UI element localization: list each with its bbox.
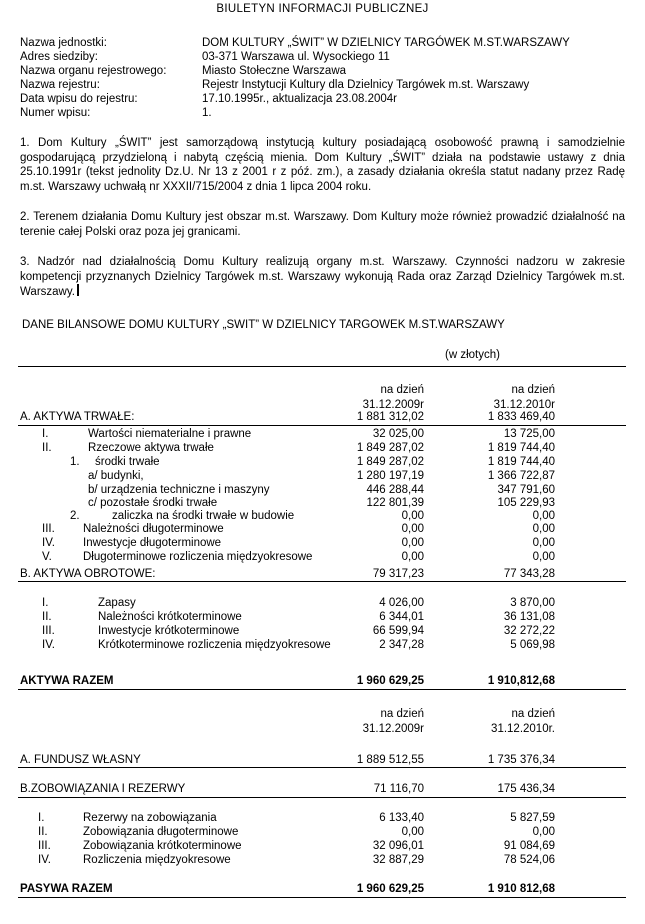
col-header-line: na dzień — [511, 384, 555, 396]
col-header-line: na dzień — [380, 384, 424, 396]
table-row — [0, 625, 645, 639]
value-2009: 1 849 287,02 — [356, 442, 424, 454]
value-2009: 122 801,39 — [366, 497, 424, 509]
meta-value: 17.10.1995r., aktualizacja 23.08.2004r — [202, 93, 398, 105]
value-2009: 1 849 287,02 — [356, 456, 424, 468]
value-2009: 2 347,28 — [379, 639, 424, 651]
row-number: III. — [38, 840, 51, 852]
row-label: Rzeczowe aktywa trwałe — [88, 442, 214, 454]
row-label: A. FUNDUSZ WŁASNY — [20, 754, 141, 766]
row-number: 2. — [70, 510, 80, 522]
meta-row — [20, 37, 640, 51]
row-label: A. AKTYWA TRWAŁE: — [20, 411, 135, 423]
value-2010: 0,00 — [532, 523, 555, 535]
row-label: Należności długoterminowe — [83, 523, 224, 535]
table-row — [0, 442, 645, 456]
table-row — [0, 783, 645, 797]
value-2010: 347 791,60 — [497, 484, 555, 496]
row-label: Krótkoterminowe rozliczenia międzyokresowe — [98, 639, 331, 651]
table-row — [0, 510, 645, 524]
value-2010: 78 524,06 — [503, 854, 555, 866]
table-row — [0, 597, 645, 611]
value-2009: 32 887,29 — [372, 854, 424, 866]
document-title: BIULETYN INFORMACJI PUBLICZNEJ — [216, 3, 429, 15]
table-row-total — [0, 675, 645, 689]
meta-label: Nazwa rejestru: — [20, 79, 100, 91]
table-row-total — [0, 883, 645, 897]
value-2009: 71 116,70 — [373, 783, 424, 795]
table-row — [0, 611, 645, 625]
value-2009: 0,00 — [401, 826, 424, 838]
value-2009: 6 344,01 — [379, 611, 424, 623]
row-number: I. — [38, 812, 45, 824]
value-2009: 1 881 312,02 — [356, 411, 424, 423]
meta-row — [20, 51, 640, 65]
row-label: Inwestycje długoterminowe — [83, 537, 222, 549]
table-row — [0, 551, 645, 565]
value-2010: 175 436,34 — [497, 783, 555, 795]
col-header-2010 — [491, 707, 555, 737]
value-2010: 0,00 — [532, 510, 555, 522]
value-2009: 0,00 — [401, 523, 424, 535]
row-label: PASYWA RAZEM — [20, 883, 113, 895]
row-label: Długoterminowe rozliczenia międzyokresowe — [83, 551, 313, 563]
paragraph-2: 2. Terenem działania Domu Kultury jest obszar m.st. Warszawy. Dom Kultury może również prowadzić działalność na terenie całej Polski oraz poza jej granicami. — [20, 211, 625, 238]
table-row — [0, 484, 645, 498]
row-number: V. — [42, 551, 52, 563]
row-label: środki trwałe — [95, 456, 160, 468]
table-row — [0, 537, 645, 551]
row-label: B. AKTYWA OBROTOWE: — [20, 568, 156, 580]
value-2009: 0,00 — [401, 537, 424, 549]
meta-row — [20, 79, 640, 93]
value-2010: 0,00 — [532, 551, 555, 563]
value-2009: 1 889 512,55 — [356, 754, 424, 766]
value-2010: 1 819 744,40 — [487, 442, 555, 454]
value-2010: 1 833 469,40 — [487, 411, 555, 423]
row-label: Rezerwy na zobowiązania — [83, 812, 217, 824]
row-number: IV. — [42, 639, 56, 651]
meta-label: Numer wpisu: — [20, 107, 91, 119]
meta-row — [20, 93, 640, 107]
row-label: Zobowiązania długoterminowe — [83, 826, 239, 838]
value-2010: 36 131,08 — [503, 611, 555, 623]
value-2009: 0,00 — [401, 551, 424, 563]
meta-row — [20, 65, 640, 79]
value-2010: 105 229,93 — [497, 497, 555, 509]
table-rule — [18, 425, 626, 426]
row-label: c/ pozostałe środki trwałe — [88, 497, 218, 509]
meta-value: 1. — [202, 107, 212, 119]
col-header-line: 31.12.2010r. — [491, 723, 555, 735]
row-label: Wartości niematerialne i prawne — [88, 428, 252, 440]
table-row — [0, 854, 645, 868]
row-number: II. — [42, 611, 52, 623]
text-cursor — [77, 284, 79, 296]
value-2010: 5 069,98 — [510, 639, 555, 651]
value-2009: 32 096,01 — [372, 840, 424, 852]
meta-value: DOM KULTURY „ŚWIT” W DZIELNICY TARGÓWEK M.ST.WARSZAWY — [202, 37, 570, 49]
meta-label: Data wpisu do rejestru: — [20, 93, 138, 105]
meta-row — [20, 107, 640, 121]
col-header-2010 — [494, 383, 555, 413]
table-row — [0, 568, 645, 582]
table-row — [0, 754, 645, 768]
value-2009: 79 317,23 — [372, 568, 424, 580]
col-header-line: 31.12.2009r — [362, 723, 424, 735]
row-number: II. — [42, 442, 52, 454]
meta-value: Miasto Stołeczne Warszawa — [202, 65, 347, 77]
table-row — [0, 470, 645, 484]
meta-label: Adres siedziby: — [20, 51, 98, 63]
row-number: IV. — [38, 854, 52, 866]
row-label: Zobowiązania krótkoterminowe — [83, 840, 242, 852]
paragraph-3 — [20, 255, 625, 300]
table-row — [0, 523, 645, 537]
meta-value: Rejestr Instytucji Kultury dla Dzielnicy Targówek m.st. Warszawy — [202, 79, 530, 91]
table-row — [0, 456, 645, 470]
col-header-line: 31.12.2009r — [362, 399, 424, 411]
value-2009: 1 960 629,25 — [356, 883, 424, 895]
row-label: Zapasy — [98, 597, 136, 609]
table-row — [0, 639, 645, 653]
value-2010: 1 366 722,87 — [487, 470, 555, 482]
table-rule — [18, 897, 626, 898]
value-2010: 91 084,69 — [503, 840, 555, 852]
value-2009: 1 280 197,19 — [356, 470, 424, 482]
col-header-2009 — [363, 383, 424, 413]
table-rule — [18, 797, 626, 798]
value-2010: 1 819 744,40 — [487, 456, 555, 468]
table-rule — [18, 366, 626, 367]
paragraph-1: 1. Dom Kultury „ŚWIT” jest samorządową instytucją kultury posiadającą osobowość prawną i samodzielnie gospodarującą przydzieloną i nabytą częścią mienia. Dom Kultury „ŚWIT” działa na podstawie ustawy z dnia 25.10.1991r (tekst jednolity Dz.U. Nr 13 z 2001 r z póź. zm.), a zasady działania określa statut nadany przez Radę m.st. Warszawy uchwałą nr XXXII/715/2004 z dnia 1 lipca 2004 roku. — [20, 137, 625, 193]
meta-label: Nazwa jednostki: — [20, 37, 107, 49]
col-header-line: 31.12.2010r — [493, 399, 555, 411]
col-header-line: na dzień — [380, 708, 424, 720]
row-number: II. — [38, 826, 48, 838]
row-number: I. — [42, 597, 49, 609]
value-2010: 1 910,812,68 — [487, 675, 555, 687]
value-2010: 0,00 — [532, 537, 555, 549]
value-2010: 1 910 812,68 — [487, 883, 555, 895]
table-row — [0, 812, 645, 826]
value-2010: 32 272,22 — [503, 625, 555, 637]
table-row — [0, 411, 645, 425]
unit-label: (w złotych) — [445, 349, 500, 361]
value-2010: 3 870,00 — [510, 597, 555, 609]
table-row — [0, 428, 645, 442]
col-header-2009 — [363, 707, 424, 737]
paragraph-3-text: 3. Nadzór nad działalnością Domu Kultury realizują organy m.st. Warszawy. Czynności nadzoru w zakresie kompetencji przyznanych Dzielnicy Targówek m.st. Warszawy wykonują Rada oraz Zarząd Dzielnicy Targówek m.st. Warszawy. — [20, 256, 625, 299]
row-label: AKTYWA RAZEM — [20, 675, 114, 687]
value-2009: 4 026,00 — [379, 597, 424, 609]
row-label: B.ZOBOWIĄZANIA I REZERWY — [20, 783, 186, 795]
table-rule — [18, 689, 626, 690]
col-header-line: na dzień — [511, 708, 555, 720]
row-label: Należności krótkoterminowe — [98, 611, 242, 623]
value-2010: 5 827,59 — [510, 812, 555, 824]
row-label: b/ urządzenia techniczne i maszyny — [88, 484, 270, 496]
value-2010: 77 343,28 — [503, 568, 555, 580]
value-2009: 6 133,40 — [379, 812, 424, 824]
row-label: zaliczka na środki trwałe w budowie — [112, 510, 295, 522]
row-number: III. — [42, 523, 55, 535]
value-2010: 0,00 — [532, 826, 555, 838]
table-row — [0, 840, 645, 854]
table-row — [0, 826, 645, 840]
row-number: III. — [42, 625, 55, 637]
value-2009: 446 288,44 — [366, 484, 424, 496]
value-2009: 32 025,00 — [372, 428, 424, 440]
value-2009: 1 960 629,25 — [356, 675, 424, 687]
row-label: Rozliczenia międzyokresowe — [83, 854, 231, 866]
value-2009: 66 599,94 — [372, 625, 424, 637]
row-label: Inwestycje krótkoterminowe — [98, 625, 240, 637]
table-row — [0, 497, 645, 511]
meta-label: Nazwa organu rejestrowego: — [20, 65, 167, 77]
meta-value: 03-371 Warszawa ul. Wysockiego 11 — [202, 51, 390, 63]
row-number: IV. — [42, 537, 56, 549]
row-label: a/ budynki, — [88, 470, 144, 482]
value-2010: 13 725,00 — [503, 428, 555, 440]
value-2010: 1 735 376,34 — [487, 754, 555, 766]
table-title: DANE BILANSOWE DOMU KULTURY „SWIT” W DZIELNICY TARGOWEK M.ST.WARSZAWY — [22, 319, 505, 331]
row-number: I. — [42, 428, 49, 440]
row-number: 1. — [70, 456, 80, 468]
value-2009: 0,00 — [401, 510, 424, 522]
